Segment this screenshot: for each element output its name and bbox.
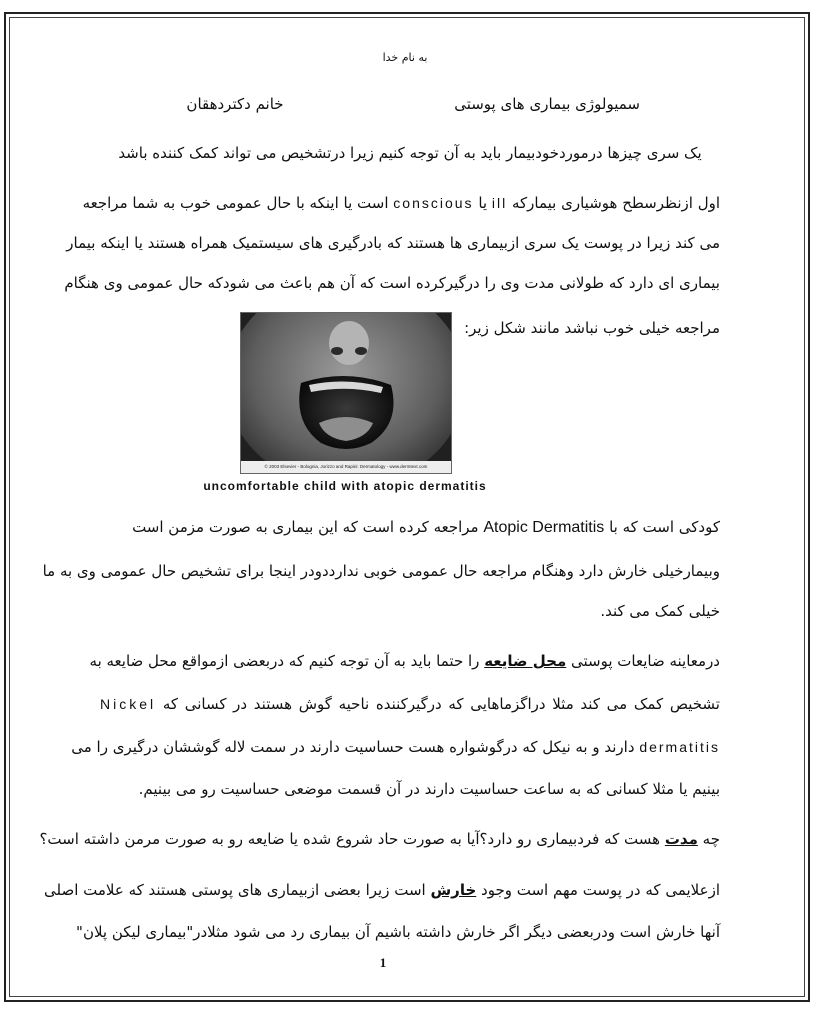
para1-line3: بيماری ای دارد که طولانی مدت وی را درگيرکرده است که آن هم باعث می شودکه حال عمومی وی هنگام [64,274,720,292]
para5-line1 [44,880,720,900]
term-atopic-dermatitis: Atopic Dermatitis [483,519,605,536]
term-dermatitis: dermatitis [639,739,720,755]
para2-line3: خيلی کمک می کند. [600,602,720,620]
para2-line1 [132,517,720,538]
figure-caption: uncomfortable child with atopic dermatitis [203,479,487,493]
para4-line1 [39,829,720,849]
basmala: به نام خدا [382,51,428,64]
para3-line4: بينيم يا مثلا کسانی که به ساعت حساسيت دارند در آن قسمت موضعی حساسيت رو می بينيم. [138,780,720,798]
document-title: سميولوژی بيماری های پوستی [454,95,640,113]
para3-text-c: تشخيص کمک می کند مثلا دراگزماهايی که درگيرکننده ناحيه گوش هستند در کسانی که [162,695,720,713]
page-inner-border [9,17,805,997]
para3-text-a: درمعاينه ضايعات پوستی [571,652,720,670]
para1-line4: مراجعه خيلی خوب نباشد مانند شکل زير: [464,319,720,337]
keyword-lesion-site: محل ضايعه [484,652,567,670]
para5-text-a: ازعلايمی که در پوست مهم است وجود [481,881,720,899]
figure-copyright: © 2003 Elsevier - Bolognia, Jorizzo and Rapini: Dermatology - www.dermtext.com [264,464,428,469]
term-ill: ill [491,195,508,211]
intro-line: يک سری چيزها درموردخودبيمار بايد به آن توجه کنيم زيرا درتشخيص می تواند کمک کننده باشد [118,144,702,162]
para1-line1 [82,193,720,213]
para3-line3 [71,737,720,757]
keyword-duration: مدت [664,830,698,848]
para2-line2: وبيمارخيلی خارش دارد وهنگام مراجعه حال عمومی خوبی ندارددودر اينجا برای تشخيص حال عمومی وی به ما [42,562,720,580]
author-name: خانم دکتردهقان [186,95,284,113]
para5-line2: آنها خارش است ودربعضی ديگر اگر خارش داشته باشيم آن بيماری رد می شود مثلادر"بيماری ليکن پلان" [76,923,720,941]
para3-line2 [100,694,720,714]
para1-word-ya: يا [478,194,488,212]
term-conscious: conscious [393,195,474,211]
para3-text-d: دارند و به نيکل که درگوشواره هست حساسيت دارند در سمت لاله گوششان درگيری را می [71,738,635,756]
patient-photo [240,312,452,474]
para1-line2: می کند زيرا در پوست يک سری ازبيماری ها هستند که بادرگيری های سيستميک همراه هستند يا اينکه بيمار [66,234,720,252]
page-number: 1 [379,955,387,970]
para3-line1 [89,651,720,671]
para4-text-a: چه [702,830,720,848]
para2-text-a: کودکی است که با [609,518,720,536]
child-face-illustration [241,313,451,473]
term-nickel: Nickel [100,696,157,712]
para2-text-b: مراجعه کرده است که اين بيماری به صورت مزمن است [132,518,479,536]
para1-text-a: اول ازنظرسطح هوشياری بيمارکه [511,194,720,212]
para5-text-b: است زيرا بعضی ازبيماری های پوستی هستند که علامت اصلی [44,881,426,899]
keyword-itching: خارش [430,881,477,899]
para4-text-b: هست که فردبيماری رو دارد؟آيا به صورت حاد شروع شده يا ضايعه رو به صورت مرمن داشته است؟ [39,830,661,848]
para3-text-b: را حتما بايد به آن توجه کنيم که دربعضی ازمواقع محل ضايعه به [89,652,480,670]
para1-text-b: است يا اينکه با حال عمومی خوب به شما مراجعه [82,194,389,212]
